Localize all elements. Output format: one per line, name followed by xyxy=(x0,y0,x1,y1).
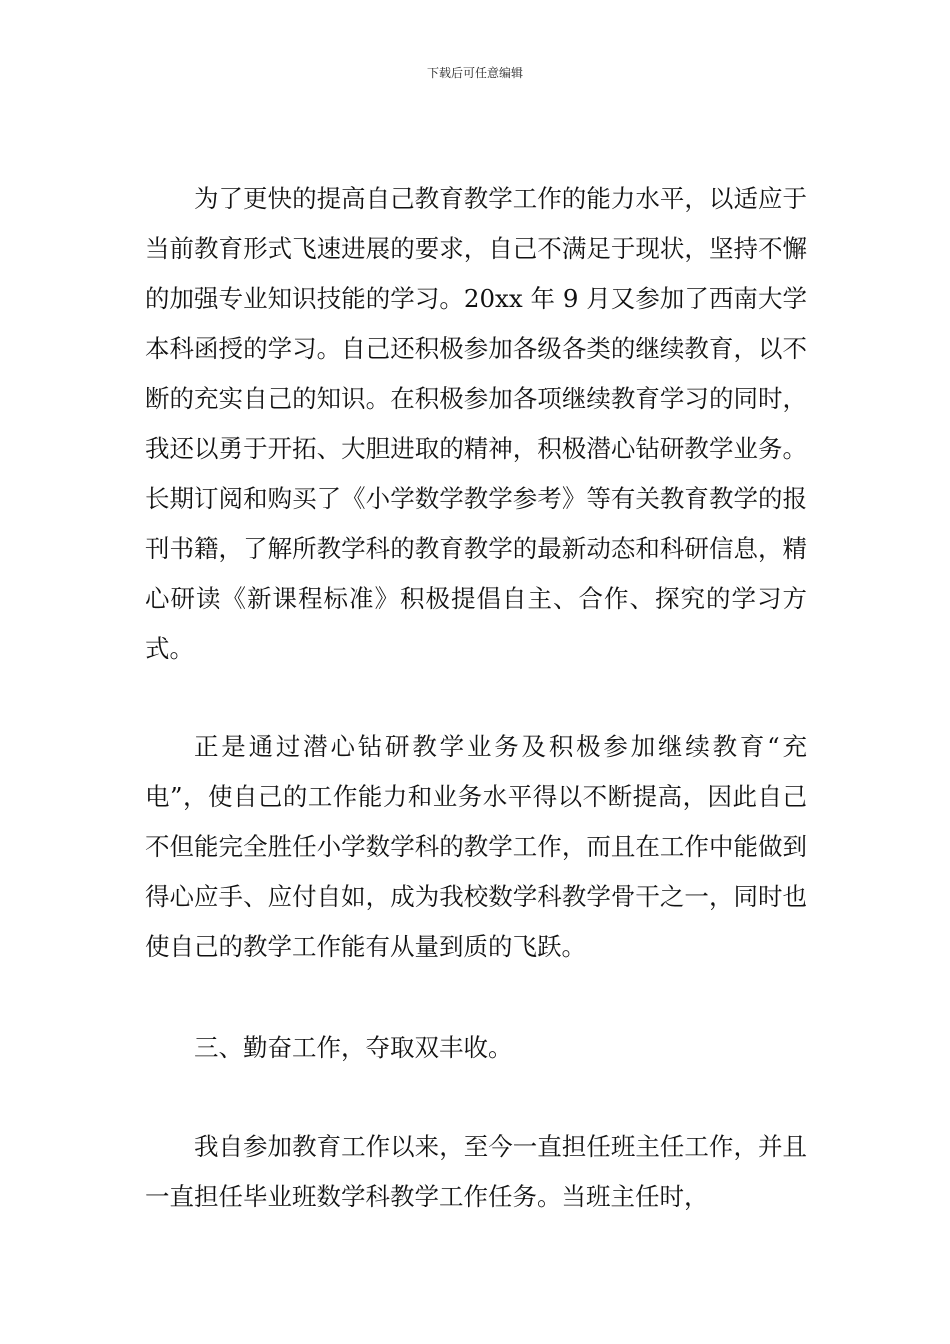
body-paragraph-class-teacher: 我自参加教育工作以来，至今一直担任班主任工作，并且一直担任毕业班数学科教学工作任务。当班主任时， xyxy=(145,1132,807,1211)
body-paragraph-study: 为了更快的提高自己教育教学工作的能力水平，以适应于当前教育形式飞速进展的要求，自己不满足于现状，坚持不懈的加强专业知识技能的学习。20xx 年 9 月又参加了西南大学本科函授的学习。自己还积极参加各级各类的继续教育，以不断的充实自己的知识。在积极参加各项继续教育学习的同时，我还以勇于开拓、大胆进取的精神，积极潜心钻研教学业务。长期订阅和购买了《小学数学教学参考》等有关教育教学的报刊书籍，了解所教学科的教育教学的最新动态和科研信息，精心研读《新课程标准》积极提倡自主、合作、探究的学习方式。 xyxy=(145,184,807,663)
body-paragraph-continuing-education: 正是通过潜心钻研教学业务及积极参加继续教育“充电”，使自己的工作能力和业务水平得以不断提高，因此自己不但能完全胜任小学数学科的教学工作，而且在工作中能做到得心应手、应付自如，成为我校数学科教学骨干之一，同时也使自己的教学工作能有从量到质的飞跃。 xyxy=(145,732,807,961)
page-header-note: 下载后可任意编辑 xyxy=(426,66,523,80)
section-heading-three: 三、勤奋工作，夺取双丰收。 xyxy=(194,1033,513,1062)
